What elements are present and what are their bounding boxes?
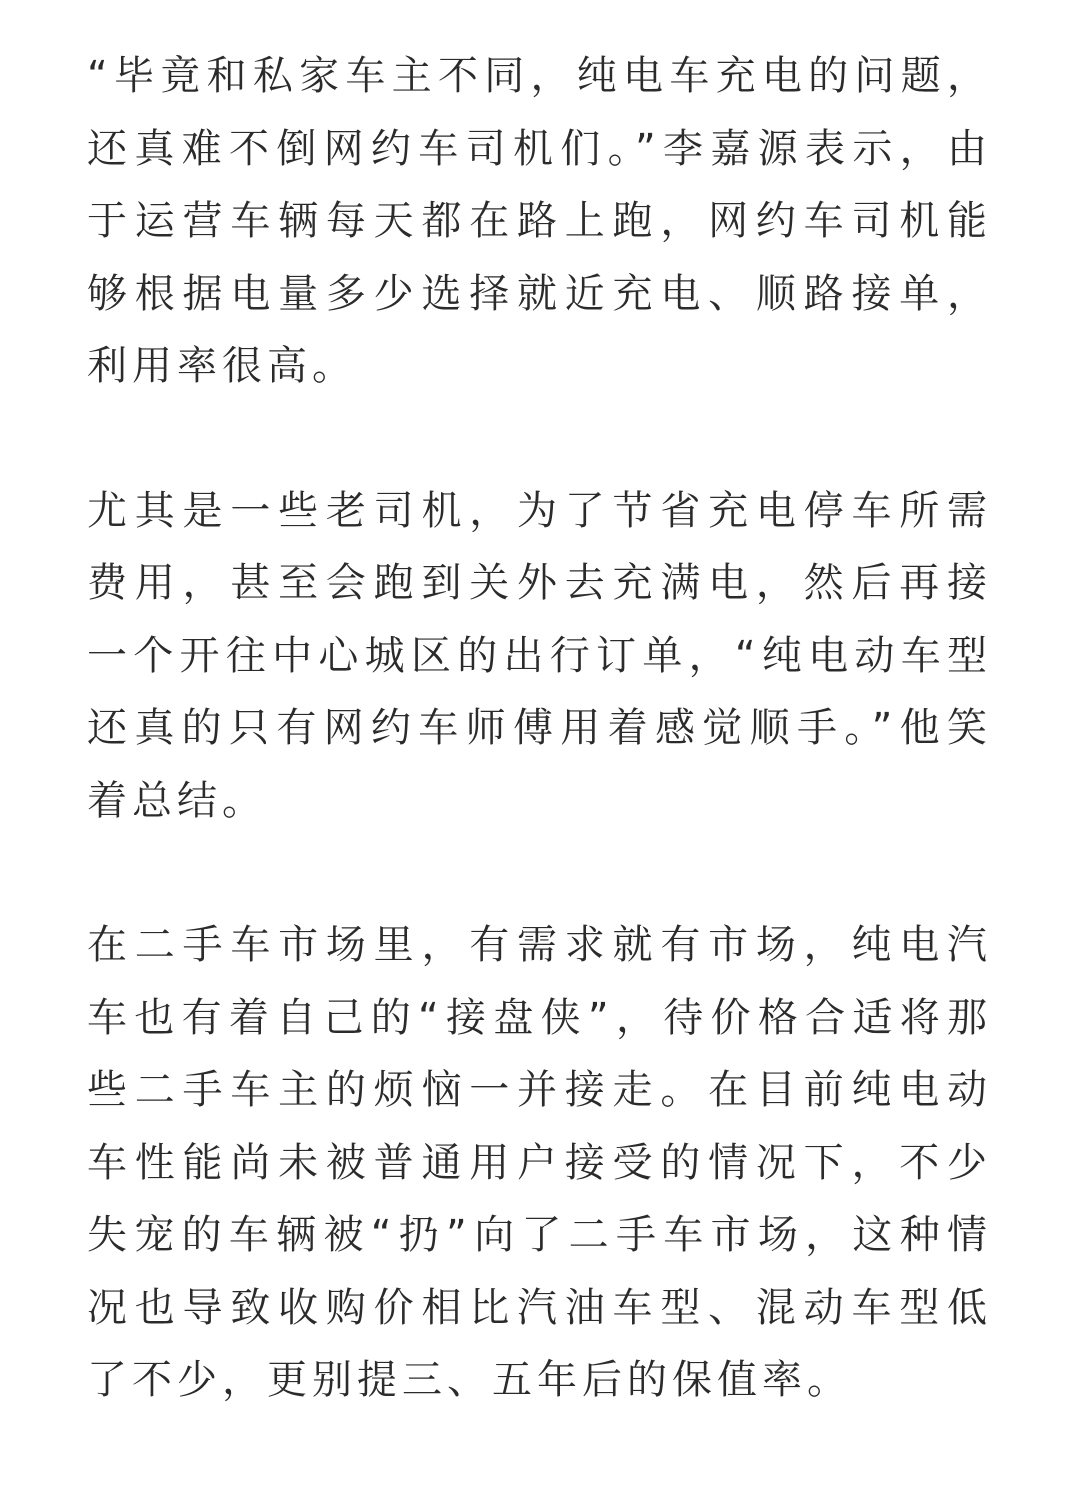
text-line: 利用率很高。 bbox=[87, 343, 357, 389]
text-line: 车也有着自己的“接盘侠”，待价格合适将那 bbox=[87, 994, 992, 1041]
text-line: “毕竟和私家车主不同，纯电车充电的问题， bbox=[87, 53, 992, 99]
text-line: 于运营车辆每天都在路上跑，网约车司机能 bbox=[87, 198, 992, 244]
text-line: 还真难不倒网约车司机们。”李嘉源表示，由 bbox=[87, 125, 992, 172]
text-line: 失宠的车辆被“扔”向了二手车市场，这种情 bbox=[87, 1212, 992, 1258]
text-line: 着总结。 bbox=[87, 777, 267, 824]
text-line: 还真的只有网约车师傅用着感觉顺手。”他笑 bbox=[87, 705, 992, 751]
paragraph-ride-hailing-charging bbox=[87, 40, 992, 403]
text-line: 费用，甚至会跑到关外去充满电，然后再接 bbox=[87, 560, 992, 606]
text-line: 尤其是一些老司机，为了节省充电停车所需 bbox=[87, 487, 992, 534]
text-line: 了不少，更别提三、五年后的保值率。 bbox=[87, 1357, 852, 1403]
text-line: 一个开往中心城区的出行订单，“纯电动车型 bbox=[87, 632, 992, 679]
text-line: 在二手车市场里，有需求就有市场，纯电汽 bbox=[87, 922, 992, 968]
text-line: 些二手车主的烦恼一并接走。在目前纯电动 bbox=[87, 1067, 992, 1113]
text-line: 况也导致收购价相比汽油车型、混动车型低 bbox=[87, 1284, 992, 1331]
text-line: 车性能尚未被普通用户接受的情况下，不少 bbox=[87, 1139, 992, 1186]
paragraph-used-car-market bbox=[87, 909, 992, 1417]
paragraph-veteran-drivers bbox=[87, 475, 992, 838]
text-line: 够根据电量多少选择就近充电、顺路接单， bbox=[87, 270, 992, 317]
article-body bbox=[87, 40, 992, 1417]
